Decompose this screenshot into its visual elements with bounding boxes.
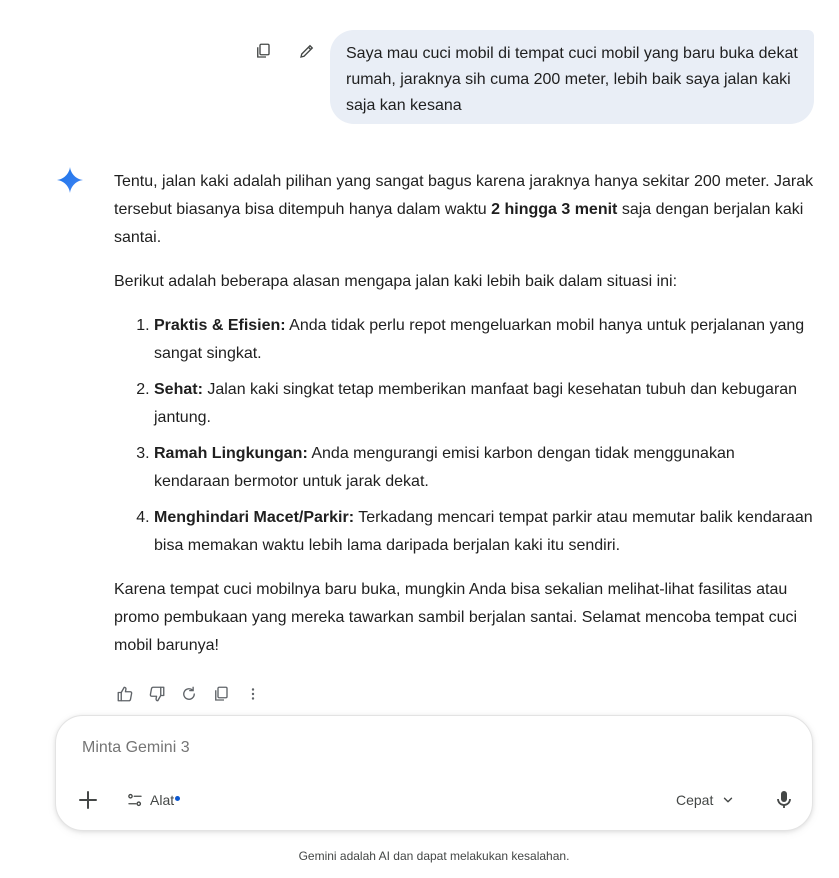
model-mode-selector[interactable]	[676, 787, 735, 813]
list-item	[154, 312, 814, 368]
response-closing: Karena tempat cuci mobilnya baru buka, mungkin Anda bisa sekalian melihat-lihat fasilitas atau promo pembukaan yang mereka tawarkan sambil berjalan santai. Selamat mencoba tempat cuci mobil barunya!	[114, 581, 798, 654]
user-message-bubble	[330, 30, 814, 124]
prompt-input[interactable]	[80, 738, 684, 758]
microphone-icon[interactable]	[772, 788, 796, 812]
copy-icon[interactable]	[210, 683, 232, 705]
response-feedback-actions	[114, 683, 264, 705]
model-response	[114, 168, 814, 676]
list-item	[154, 504, 814, 560]
gemini-spark-icon	[57, 167, 83, 193]
thumbs-up-icon[interactable]	[114, 683, 136, 705]
tools-icon	[126, 791, 144, 809]
more-options-icon[interactable]	[242, 683, 264, 705]
chevron-down-icon	[721, 793, 735, 807]
regenerate-icon[interactable]	[178, 683, 200, 705]
reason-title: Ramah Lingkungan:	[154, 445, 308, 462]
tools-notification-dot	[175, 796, 180, 801]
reason-text: Anda mengurangi emisi karbon dengan tidak menggunakan kendaraan bermotor untuk jarak dekat.	[154, 445, 735, 490]
edit-icon[interactable]	[296, 40, 318, 62]
reason-text: Jalan kaki singkat tetap memberikan manfaat bagi kesehatan tubuh dan kebugaran jantung.	[154, 381, 798, 426]
user-message-text: Saya mau cuci mobil di tempat cuci mobil yang baru buka dekat rumah, jaraknya sih cuma 200 meter, lebih baik saya jalan kaki saja kan kesana	[346, 45, 798, 114]
tools-label-wrap	[150, 792, 174, 808]
list-item	[154, 440, 814, 496]
list-item	[154, 376, 814, 432]
reason-title: Menghindari Macet/Parkir:	[154, 509, 355, 526]
response-intro-bold: 2 hingga 3 menit	[491, 201, 618, 218]
copy-icon[interactable]	[252, 40, 274, 62]
response-intro-text: Tentu, jalan kaki adalah pilihan yang sangat bagus karena jaraknya hanya sekitar 200 meter. Jarak tersebut biasanya bisa ditempuh hanya dalam waktu	[114, 173, 814, 218]
response-intro	[114, 168, 814, 252]
user-message-row	[0, 30, 839, 126]
reason-title: Praktis & Efisien:	[154, 317, 286, 334]
tools-label: Alat	[150, 792, 175, 808]
add-attachment-icon[interactable]	[76, 788, 100, 812]
reasons-list	[114, 312, 814, 560]
reason-title: Sehat:	[154, 381, 203, 398]
mode-label: Cepat	[676, 792, 714, 808]
tools-button[interactable]	[126, 787, 174, 813]
reason-text: Terkadang mencari tempat parkir atau memutar balik kendaraan bisa memakan waktu lebih lama daripada berjalan kaki itu sendiri.	[154, 509, 813, 554]
reasons-intro: Berikut adalah beberapa alasan mengapa jalan kaki lebih baik dalam situasi ini:	[114, 273, 678, 290]
ai-disclaimer: Gemini adalah AI dan dapat melakukan kesalahan.	[298, 849, 570, 863]
reason-text: Anda tidak perlu repot mengeluarkan mobil hanya untuk perjalanan yang sangat singkat.	[154, 317, 805, 362]
user-message-actions	[252, 40, 318, 62]
prompt-composer	[55, 715, 813, 831]
response-intro-text-end: saja dengan berjalan kaki santai.	[114, 201, 804, 246]
thumbs-down-icon[interactable]	[146, 683, 168, 705]
